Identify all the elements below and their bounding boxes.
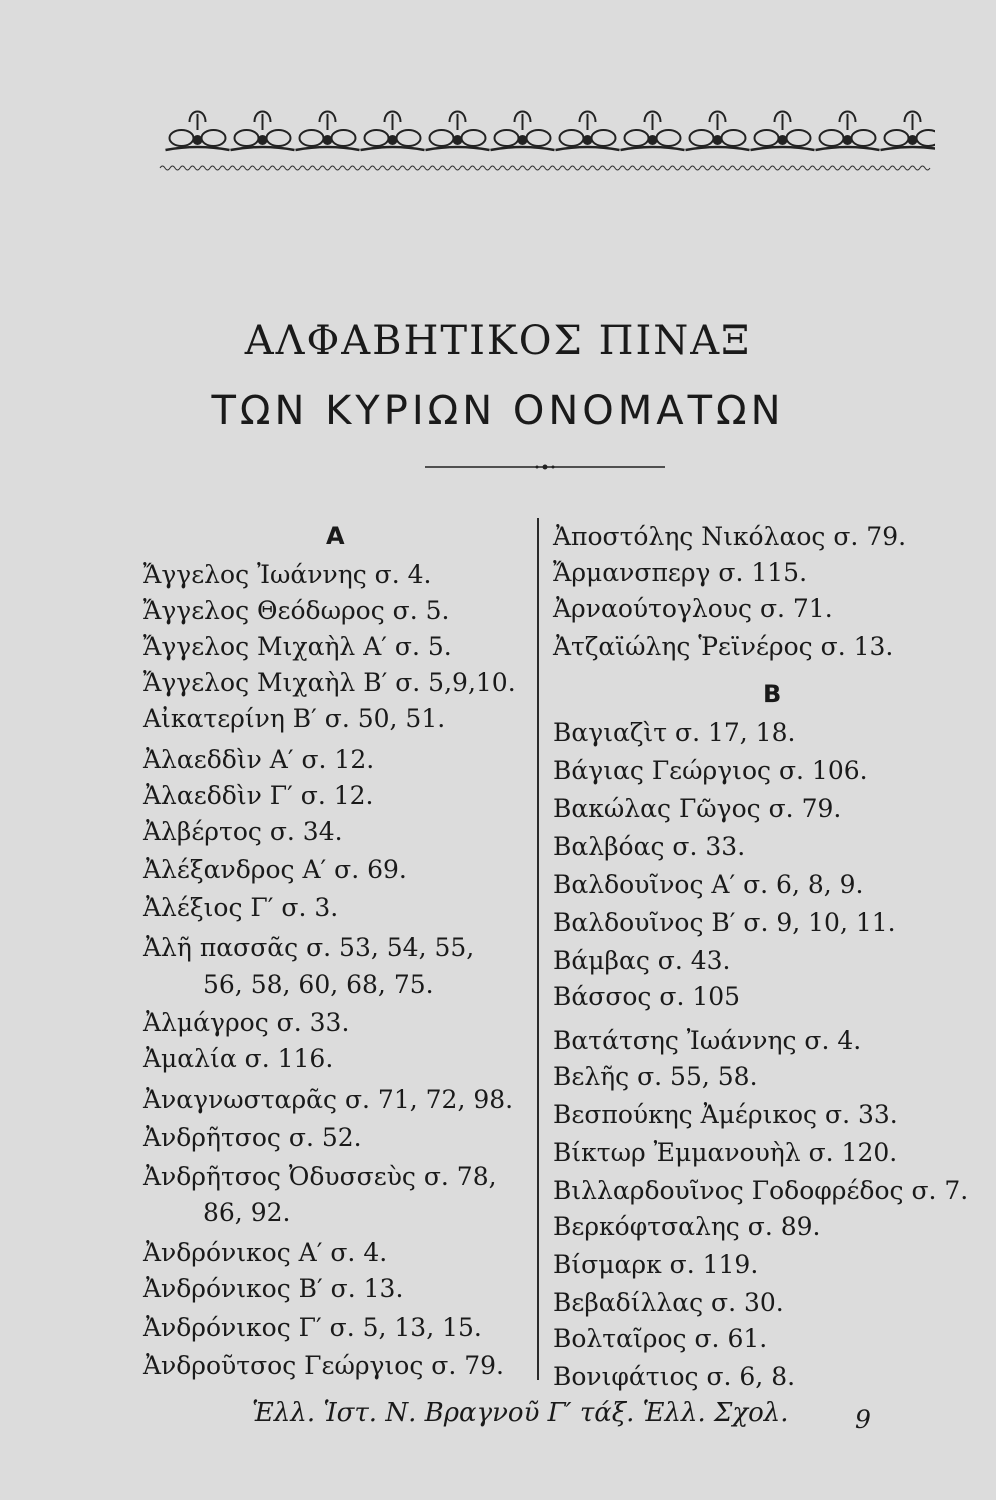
ornament-wave-line xyxy=(160,166,930,170)
index-entry: Βιλλαρδουῖνος Γοδοφρέδος σ. 7. xyxy=(553,1176,969,1205)
index-entry: Ἀλῆ πασσᾶς σ. 53, 54, 55, xyxy=(143,933,475,962)
section-letter-alpha: Α xyxy=(326,522,345,550)
ornamental-border xyxy=(155,100,935,180)
index-entry: Ἀλαεδδὶν Α′ σ. 12. xyxy=(143,745,375,774)
ornament-motif xyxy=(361,112,425,151)
index-entry: Βαλδουῖνος Β′ σ. 9, 10, 11. xyxy=(553,908,896,937)
index-entry: Αἰκατερίνη Β′ σ. 50, 51. xyxy=(143,704,446,733)
ornament-motif xyxy=(296,112,360,151)
index-entry: Ἀναγνωσταρᾶς σ. 71, 72, 98. xyxy=(143,1085,514,1114)
ornament-motif xyxy=(491,112,555,151)
page-title: ΑΛΦΑΒΗΤΙΚΟΣ ΠΙΝΑΞ xyxy=(244,318,752,364)
index-entry: Βαγιαζὶτ σ. 17, 18. xyxy=(553,718,796,747)
index-entry: Βαλδουῖνος Α′ σ. 6, 8, 9. xyxy=(553,870,864,899)
index-entry: Ἄγγελος Θεόδωρος σ. 5. xyxy=(143,596,450,625)
footer-signature: Ἑλλ. Ἱστ. Ν. Βραγνοῦ Γ′ τάξ. Ἑλλ. Σχολ. xyxy=(252,1398,789,1428)
page-number: 9 xyxy=(855,1405,871,1434)
index-entry: Ἀλέξιος Γ′ σ. 3. xyxy=(143,893,339,922)
index-entry: Βατάτσης Ἰωάννης σ. 4. xyxy=(553,1026,862,1055)
index-entry: Ἀλμάγρος σ. 33. xyxy=(143,1008,350,1037)
index-entry: Βεσπούκης Ἀμέρικος σ. 33. xyxy=(553,1100,898,1129)
ornament-motif xyxy=(556,112,620,151)
ornament-motif xyxy=(231,112,295,151)
index-entry: Ἄρμανσπεργ σ. 115. xyxy=(553,558,808,587)
index-entry-continuation: 86, 92. xyxy=(203,1198,291,1227)
index-entry: Ἀνδρόνικος Β′ σ. 13. xyxy=(143,1274,404,1303)
index-entry: Βίκτωρ Ἐμμανουὴλ σ. 120. xyxy=(553,1138,898,1167)
ornament-motif xyxy=(166,112,230,151)
index-entry: Ἀποστόλης Νικόλαος σ. 79. xyxy=(553,522,907,551)
page-subtitle: ΤΩΝ ΚΥΡΙΩΝ ΟΝΟΜΑΤΩΝ xyxy=(211,388,785,434)
index-entry: Ἀνδρῆτσος Ὀδυσσεὺς σ. 78, xyxy=(143,1162,497,1191)
ornament-motif xyxy=(881,112,936,151)
ornament-motif xyxy=(751,112,815,151)
index-entry: Ἀλέξανδρος Α′ σ. 69. xyxy=(143,855,407,884)
index-entry: Ἀτζαϊώλης Ῥεϊνέρος σ. 13. xyxy=(553,632,894,661)
section-letter-beta: Β xyxy=(763,680,782,708)
section-divider xyxy=(425,462,665,472)
index-entry: Ἀλβέρτος σ. 34. xyxy=(143,817,343,846)
index-entry: Ἀλαεδδὶν Γ′ σ. 12. xyxy=(143,781,374,810)
index-entry: Βονιφάτιος σ. 6, 8. xyxy=(553,1362,796,1391)
index-entry: Ἄγγελος Ἰωάννης σ. 4. xyxy=(143,560,432,589)
column-divider xyxy=(537,518,539,1380)
index-entry: Ἄγγελος Μιχαὴλ Α′ σ. 5. xyxy=(143,632,452,661)
ornament-motif xyxy=(816,112,880,151)
index-entry: Βελῆς σ. 55, 58. xyxy=(553,1062,758,1091)
ornament-motif xyxy=(426,112,490,151)
ornament-motif xyxy=(621,112,685,151)
index-entry: Ἀνδρῆτσος σ. 52. xyxy=(143,1123,362,1152)
index-entry: Ἀνδροῦτσος Γεώργιος σ. 79. xyxy=(143,1351,504,1380)
ornament-motif xyxy=(686,112,750,151)
index-entry: Βάμβας σ. 43. xyxy=(553,946,731,975)
index-entry: Ἀμαλία σ. 116. xyxy=(143,1044,334,1073)
index-entry: Βακώλας Γῶγος σ. 79. xyxy=(553,794,842,823)
index-entry: Ἀρναούτογλους σ. 71. xyxy=(553,594,833,623)
index-entry: Βερκόφτσαλης σ. 89. xyxy=(553,1212,821,1241)
index-entry: Βεβαδίλλας σ. 30. xyxy=(553,1288,784,1317)
index-entry: Βίσμαρκ σ. 119. xyxy=(553,1250,759,1279)
index-entry: Βάσσος σ. 105 xyxy=(553,982,741,1011)
index-entry: Βάγιας Γεώργιος σ. 106. xyxy=(553,756,868,785)
index-entry-continuation: 56, 58, 60, 68, 75. xyxy=(203,970,434,999)
index-entry: Βαλβόας σ. 33. xyxy=(553,832,746,861)
index-entry: Βολταῖρος σ. 61. xyxy=(553,1324,768,1353)
index-entry: Ἄγγελος Μιχαὴλ Β′ σ. 5,9,10. xyxy=(143,668,516,697)
index-entry: Ἀνδρόνικος Α′ σ. 4. xyxy=(143,1238,388,1267)
index-entry: Ἀνδρόνικος Γ′ σ. 5, 13, 15. xyxy=(143,1313,482,1342)
